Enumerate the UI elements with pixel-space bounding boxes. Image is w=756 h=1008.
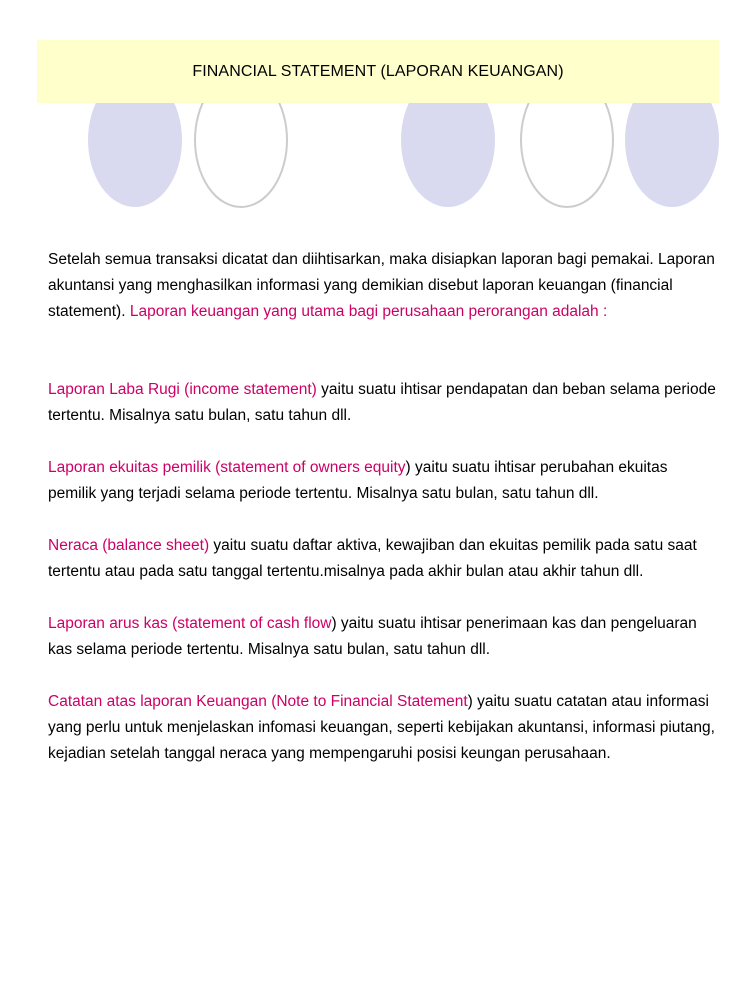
list-item-cash-flow [48,611,718,663]
item-term: Laporan Laba Rugi (income statement) [48,381,317,398]
page-title: FINANCIAL STATEMENT (LAPORAN KEUANGAN) [192,62,564,80]
item-desc: ) yaitu suatu ihtisar perubahan ekuitas pemilik yang terjadi selama periode tertentu. Misalnya satu bulan, satu tahun dll. [48,459,668,502]
intro-text: Setelah semua transaksi dicatat dan diihtisarkan, maka disiapkan laporan bagi pemakai. Laporan akuntansi yang menghasilkan informasi yang demikian disebut laporan keuangan (financial statement). [48,251,715,320]
list-item-owners-equity [48,455,718,507]
list-item-notes [48,689,718,767]
list-item-balance-sheet [48,533,718,585]
intro-paragraph [48,247,718,325]
item-desc: ) yaitu suatu catatan atau informasi yang perlu untuk menjelaskan infomasi keuangan, seperti kebijakan akuntansi, informasi piutang, kejadian setelah tanggal neraca yang mempengaruhi posisi keungan perusahaan. [48,693,715,762]
intro-highlight: Laporan keuangan yang utama bagi perusahaan perorangan adalah : [129,303,608,320]
item-term: Neraca (balance sheet) [48,537,210,554]
content-body [48,247,718,793]
item-desc: yaitu suatu ihtisar pendapatan dan beban selama periode tertentu. Misalnya satu bulan, satu tahun dll. [48,381,716,424]
decorative-circles [0,0,756,230]
title-bar [37,40,719,103]
item-term: Catatan atas laporan Keuangan (Note to Financial Statement [48,693,468,710]
list-item-income-statement [48,377,718,429]
item-term: Laporan arus kas (statement of cash flow [48,615,332,632]
item-desc: yaitu suatu daftar aktiva, kewajiban dan ekuitas pemilik pada satu saat tertentu atau pada satu tanggal tertentu.misalnya pada akhir bulan atau akhir tahun dll. [48,537,697,580]
item-desc: ) yaitu suatu ihtisar penerimaan kas dan pengeluaran kas selama periode tertentu. Misalnya satu bulan, satu tahun dll. [48,615,697,658]
item-term: Laporan ekuitas pemilik (statement of owners equity [48,459,406,476]
